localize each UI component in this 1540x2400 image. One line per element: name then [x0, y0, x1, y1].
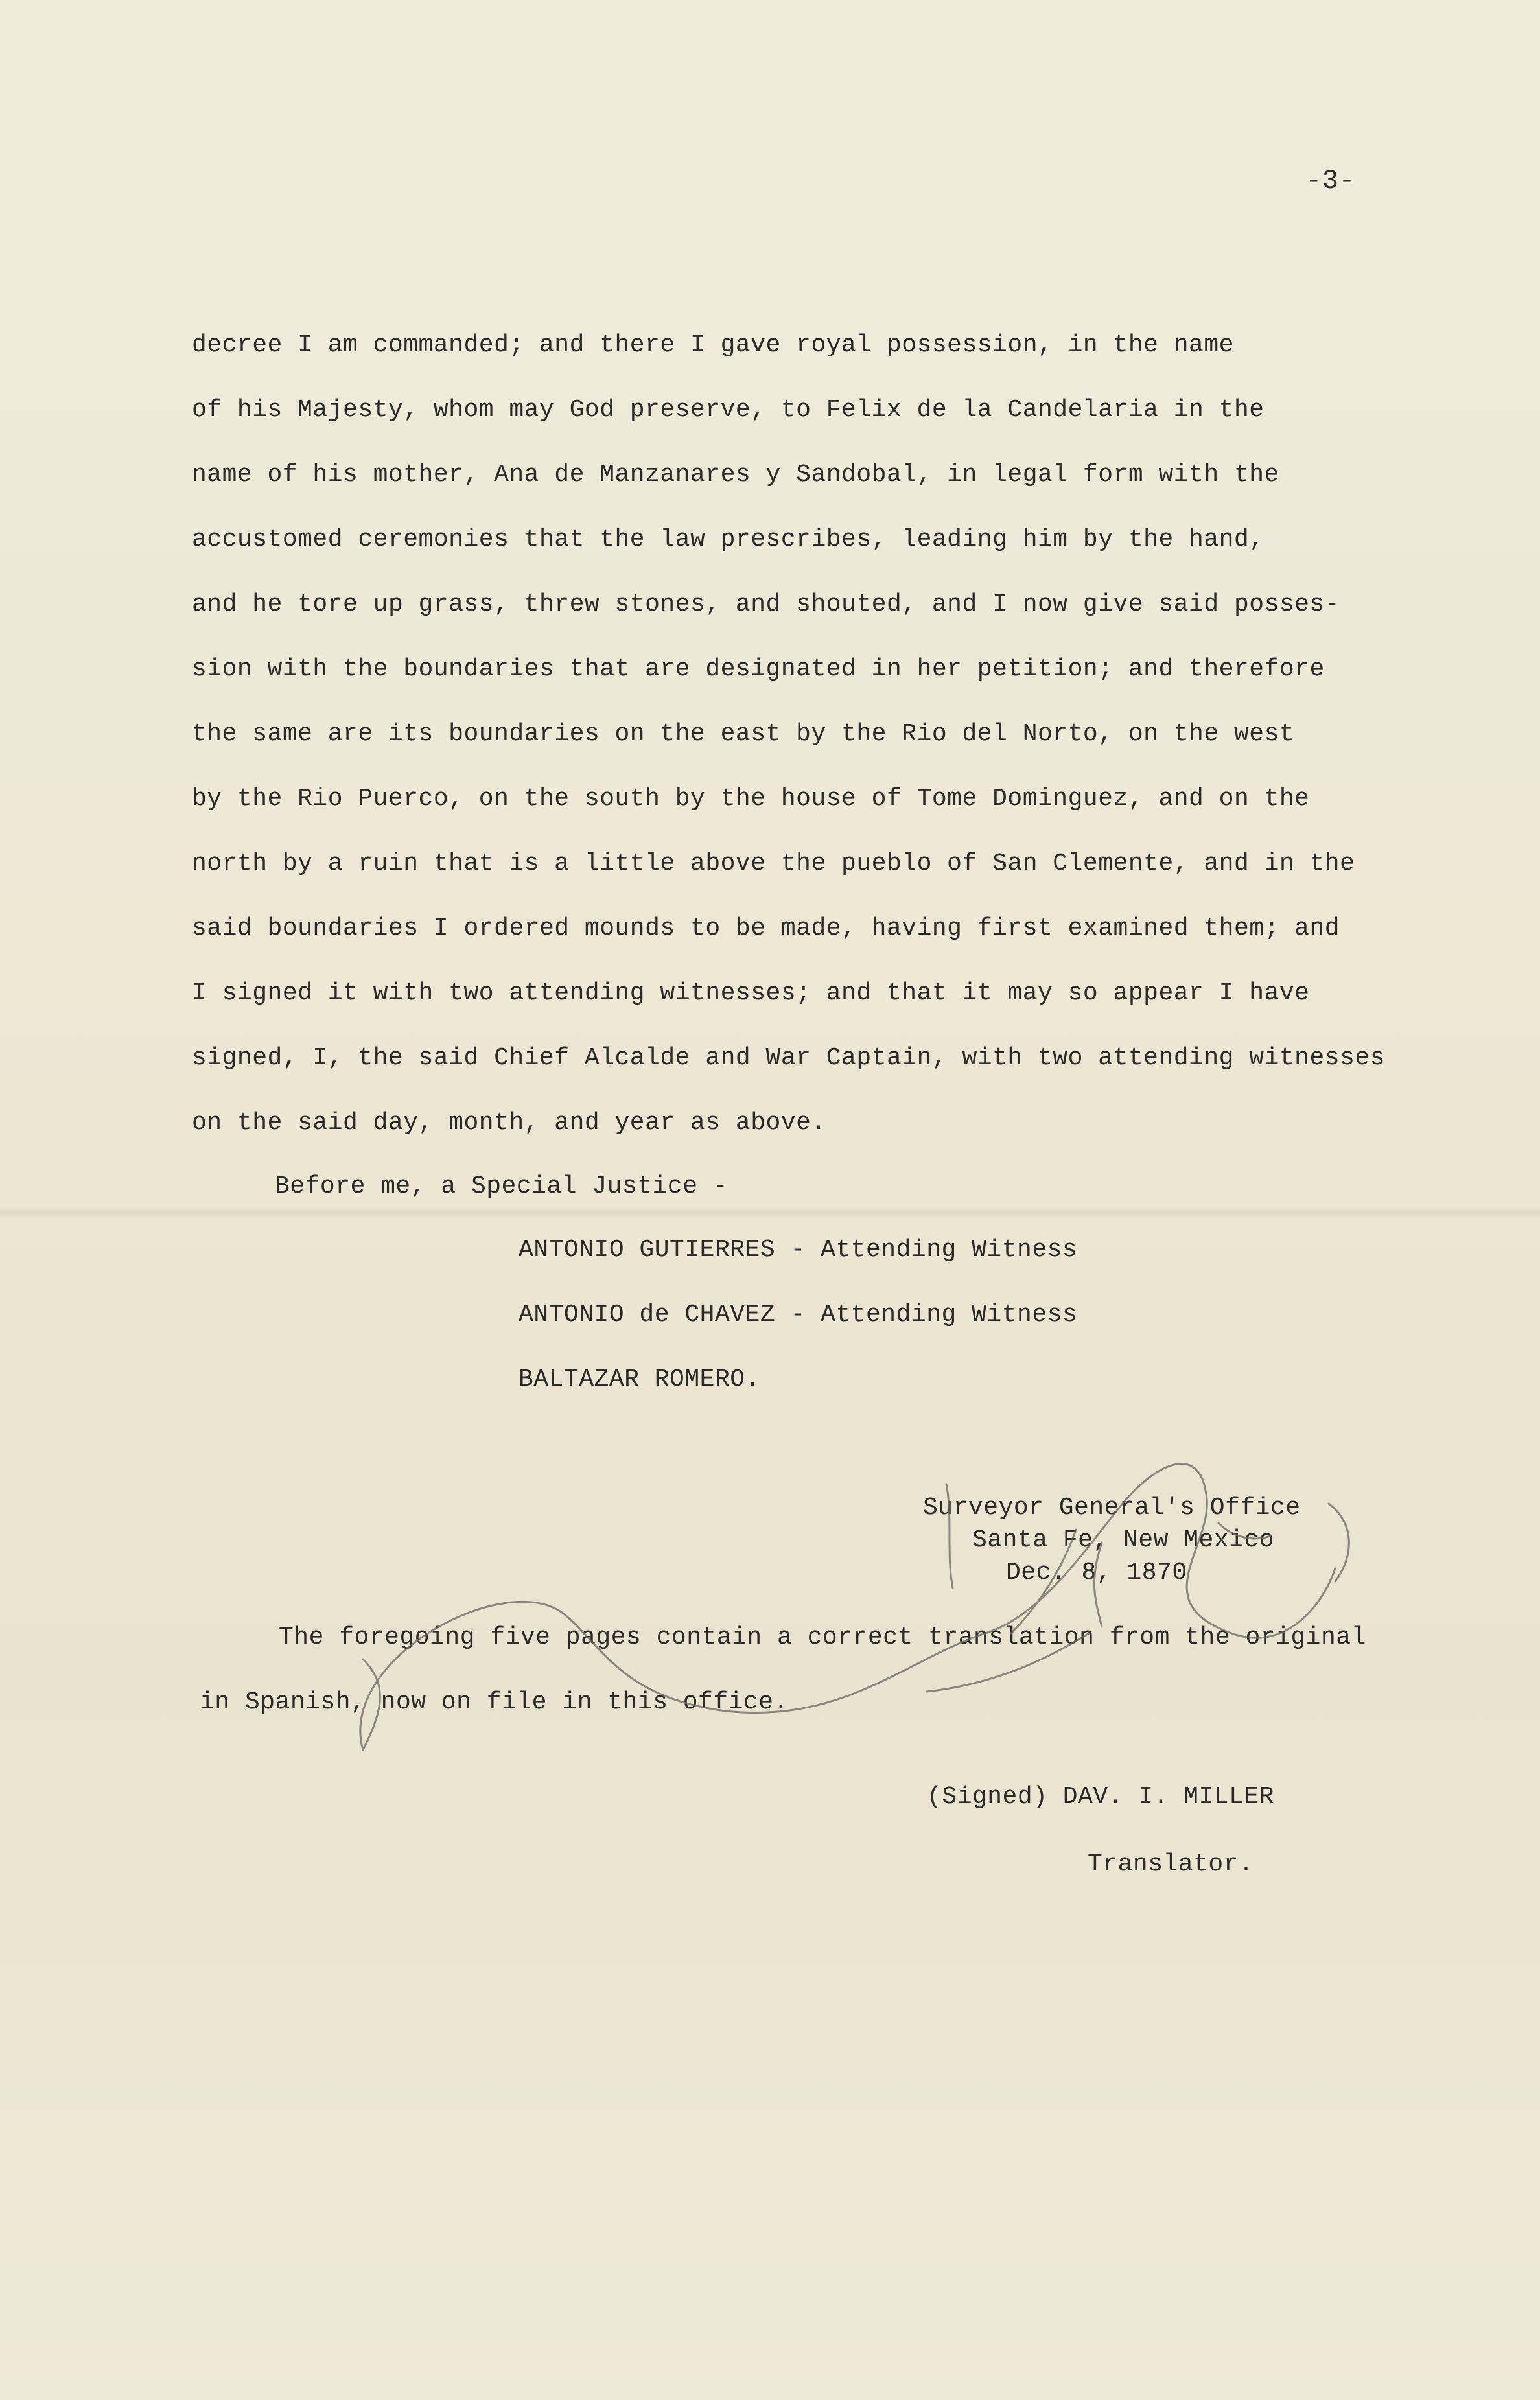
witness-line: BALTAZAR ROMERO.	[519, 1366, 760, 1393]
body-line: and he tore up grass, threw stones, and shouted, and I now give said posses-	[192, 590, 1340, 618]
body-line: by the Rio Puerco, on the south by the house of Tome Dominguez, and on the	[192, 785, 1310, 813]
before-me-line: Before me, a Special Justice -	[275, 1172, 729, 1200]
body-line: I signed it with two attending witnesses; and that it may so appear I have	[192, 979, 1310, 1007]
office-line: Santa Fe, New Mexico	[972, 1526, 1275, 1554]
certification-line: The foregoing five pages contain a correct translation from the original	[279, 1624, 1366, 1651]
body-line: decree I am commanded; and there I gave royal possession, in the name	[192, 331, 1234, 359]
office-date: Dec. 8, 1870	[1006, 1559, 1187, 1587]
body-line: of his Majesty, whom may God preserve, to Felix de la Candelaria in the	[192, 396, 1265, 424]
body-line: said boundaries I ordered mounds to be made, having first examined them; and	[192, 915, 1340, 942]
translator-line: Translator.	[1088, 1850, 1254, 1878]
page-number: -3-	[1305, 165, 1356, 196]
witness-line: ANTONIO de CHAVEZ - Attending Witness	[519, 1301, 1078, 1329]
certification-line: in Spanish, now on file in this office.	[200, 1688, 789, 1716]
office-line: Surveyor General's Office	[923, 1494, 1301, 1522]
body-line: the same are its boundaries on the east by the Rio del Norto, on the west	[192, 720, 1295, 748]
body-line: on the said day, month, and year as above.	[192, 1109, 826, 1137]
paper-fold	[0, 1207, 1540, 1218]
body-line: accustomed ceremonies that the law prescribes, leading him by the hand,	[192, 526, 1265, 553]
body-line: north by a ruin that is a little above the pueblo of San Clemente, and in the	[192, 850, 1355, 878]
body-line: name of his mother, Ana de Manzanares y Sandobal, in legal form with the	[192, 461, 1279, 489]
signed-line: (Signed) DAV. I. MILLER	[927, 1783, 1274, 1811]
witness-line: ANTONIO GUTIERRES - Attending Witness	[519, 1236, 1078, 1264]
body-line: sion with the boundaries that are designated in her petition; and therefore	[192, 655, 1325, 683]
body-line: signed, I, the said Chief Alcalde and War Captain, with two attending witnesses	[192, 1044, 1385, 1072]
